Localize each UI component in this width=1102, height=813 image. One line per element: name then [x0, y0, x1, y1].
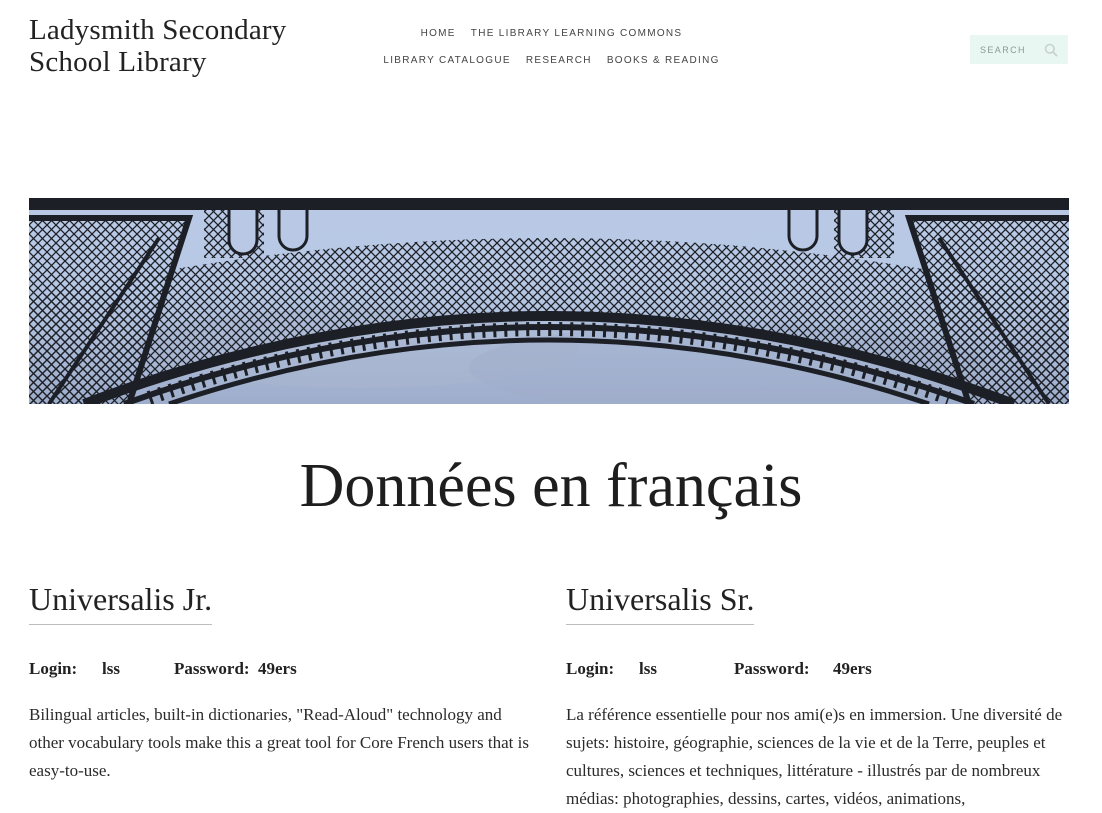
nav-library-catalogue[interactable]: LIBRARY CATALOGUE — [383, 55, 511, 66]
login-credentials — [566, 657, 1066, 681]
nav-row-1 — [360, 26, 743, 53]
login-label: Login: — [29, 659, 78, 678]
universalis-jr-section — [29, 580, 529, 785]
login-credentials — [29, 657, 529, 681]
search-icon[interactable] — [1044, 43, 1058, 57]
login-value: lss — [639, 659, 657, 678]
search-box — [970, 35, 1068, 64]
password-label: Password: — [734, 659, 810, 678]
search-input[interactable] — [980, 45, 1040, 55]
password-value: 49ers — [833, 659, 872, 678]
nav-library-learning-commons[interactable]: THE LIBRARY LEARNING COMMONS — [470, 28, 683, 39]
nav-research[interactable]: RESEARCH — [525, 55, 592, 66]
site-title-line1: Ladysmith Secondary — [29, 14, 287, 46]
page-title: Données en français — [299, 452, 803, 520]
hero-image-eiffel-tower — [29, 198, 1069, 404]
universalis-sr-section — [566, 580, 1066, 813]
nav-books-reading[interactable]: BOOKS & READING — [606, 55, 720, 66]
main-navigation — [360, 26, 743, 80]
password-label: Password: — [174, 659, 250, 678]
site-title-line2: School Library — [29, 46, 207, 78]
universalis-jr-description: Bilingual articles, built-in dictionaries, "Read-Aloud" technology and other vocabulary tools make this a great tool for Core French users that is easy-to-use. — [29, 705, 529, 780]
nav-home[interactable]: HOME — [420, 28, 456, 39]
universalis-sr-description: La référence essentielle pour nos ami(e)s en immersion. Une diversité de sujets: histoire, géographie, sciences de la vie et de la Terre, peuples et cultures, sciences et techniques, littérature - illustrés par de nombreux médias: photographies, dessins, cartes, vidéos, animations, — [566, 705, 1063, 808]
universalis-jr-heading[interactable]: Universalis Jr. — [29, 580, 212, 625]
site-title-link[interactable] — [29, 14, 287, 78]
nav-row-2 — [360, 53, 743, 80]
login-label: Login: — [566, 659, 615, 678]
universalis-sr-heading[interactable]: Universalis Sr. — [566, 580, 754, 625]
password-value: 49ers — [258, 659, 297, 678]
login-value: lss — [102, 659, 120, 678]
